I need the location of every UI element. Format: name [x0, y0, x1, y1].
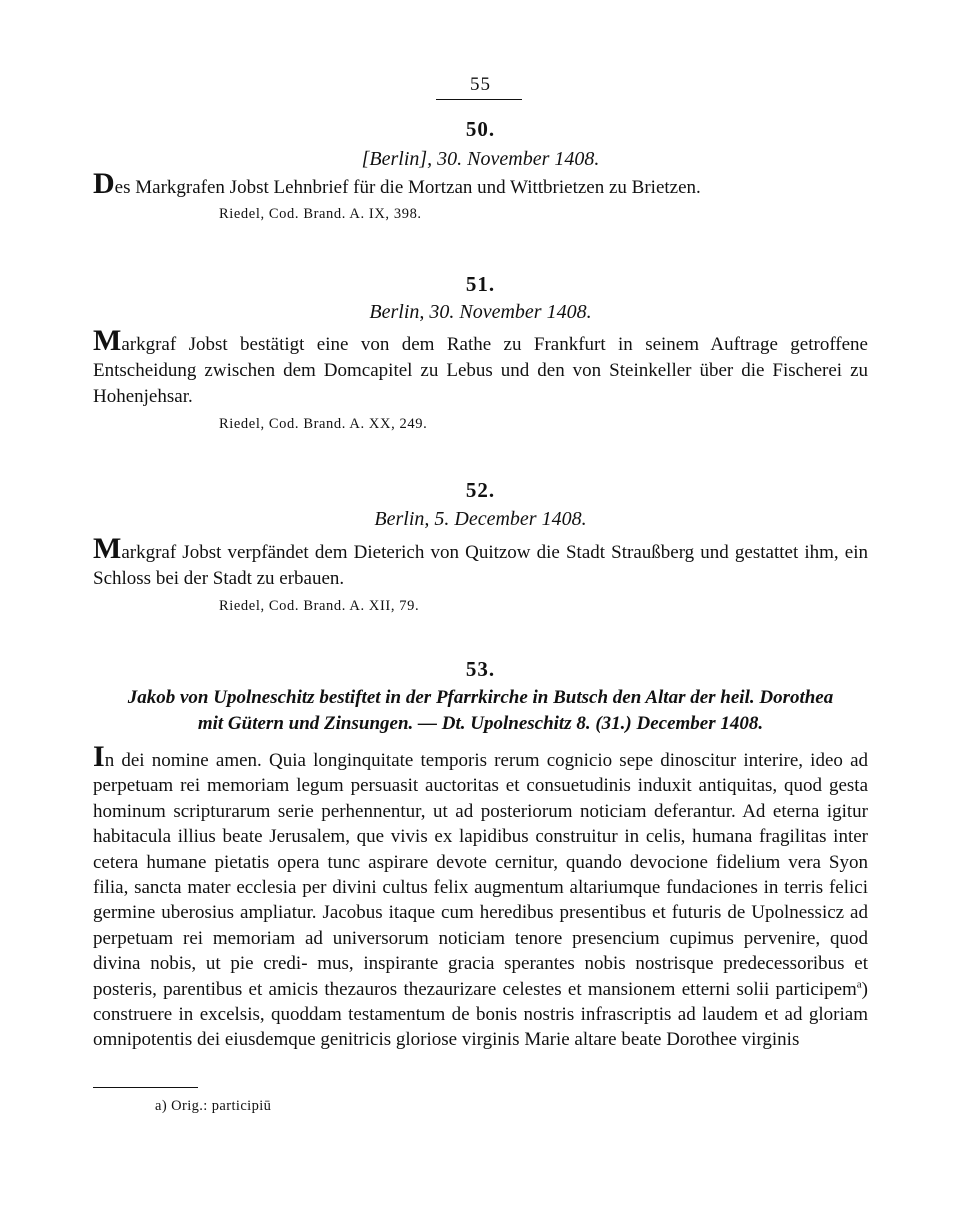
footnote [155, 1098, 271, 1115]
source-citation: Riedel, Cod. Brand. A. IX, 398. [219, 206, 422, 222]
initial-letter: M [93, 324, 122, 357]
footnote-marker: a) Orig.: [155, 1098, 208, 1114]
entry-date: [Berlin], 30. November 1408. [361, 148, 600, 170]
entry-date: Berlin, 30. November 1408. [369, 301, 592, 323]
footnote-text: participiū [211, 1098, 272, 1114]
charter-text-part-2: ) construere in excelsis, quoddam testamentum de bonis nostris infrascriptis ad laudem et ad gloriam omnipotentis dei eiusdemque genitricis gloriose virginis Marie altare beate Dorothee virginis [93, 978, 868, 1051]
summary-text: arkgraf Jobst verpfändet dem Dieterich von Quitzow die Stadt Straußberg und gestattet ihm, ein Schloss bei der Stadt zu erbauen. [93, 542, 868, 589]
page-number: 55 [470, 74, 491, 95]
summary-text: es Markgrafen Jobst Lehnbrief für die Mortzan und Wittbrietzen zu Brietzen. [114, 177, 701, 198]
footnote-reference: a [856, 978, 862, 991]
entry-date: Berlin, 5. December 1408. [374, 508, 587, 530]
entry-heading-line-1: Jakob von Upolneschitz bestiftet in der Pfarrkirche in Butsch den Altar der heil. Dorothea [127, 687, 834, 708]
entry-51 [93, 270, 868, 437]
summary-text: arkgraf Jobst bestätigt eine von dem Rathe zu Frankfurt in seinem Auftrage getroffene Entscheidung zwischen dem Domcapitel zu Lebus und den von Steinkeller über die Fischerei zu Hohenjehsar. [93, 334, 868, 407]
entry-number: 53. [465, 657, 496, 681]
entry-53 [93, 655, 868, 1053]
entry-summary [93, 324, 868, 410]
entry-number: 51. [465, 272, 496, 296]
footnote-rule [93, 1087, 198, 1088]
entry-52 [93, 476, 868, 619]
charter-text-part-1: n dei nomine amen. Quia longinquitate temporis rerum cognicio sepe dinoscitur interire, ideo ad perpetuam rei memoriam legum persuasit auctoritas et consuetudinis induxit antiquitas, quod gesta hominum scripturarum serie perhennentur, ut ad posteriorum noticiam deferantur. Ad eterna igitur habitacula illius beate Jerusalem, que vivis ex lapidibus construitur in celis, humana fragilitas inter cetera humane pietatis opera tunc aspirare devote cernitur, quando devocione fidelium vera Syon filia, sancta mater ecclesia per divini cultus felix augmentum altariumque fundaciones in terris felici germine uberosius ampliatur. Jacobus itaque cum heredibus presentibus et futuris de Upolnessicz ad perpetuam rei memoriam ad universorum noticiam tenore presencium cupimus pervenire, quod divina nobis, ut pie credi- mus, inspirante gracia sperantes nobis nostrisque predecessoribus et posteris, parentibus et amicis thezauros thezaurizare celestes et mansionem etterni solii participem [93, 750, 868, 1000]
initial-letter: M [93, 532, 122, 565]
entry-summary [93, 167, 868, 201]
header-rule [436, 99, 522, 100]
entry-number: 52. [465, 478, 496, 502]
source-citation: Riedel, Cod. Brand. A. XII, 79. [219, 598, 420, 614]
entry-50 [93, 115, 868, 227]
document-page [93, 0, 868, 1216]
source-citation: Riedel, Cod. Brand. A. XX, 249. [219, 416, 428, 432]
entry-summary [93, 532, 868, 592]
initial-letter: D [93, 167, 115, 200]
entry-heading-line-2: mit Gütern und Zinsungen. — Dt. Upolneschitz 8. (31.) December 1408. [197, 713, 764, 734]
initial-letter: I [93, 740, 105, 773]
charter-text [93, 740, 868, 1053]
entry-number: 50. [465, 117, 496, 141]
